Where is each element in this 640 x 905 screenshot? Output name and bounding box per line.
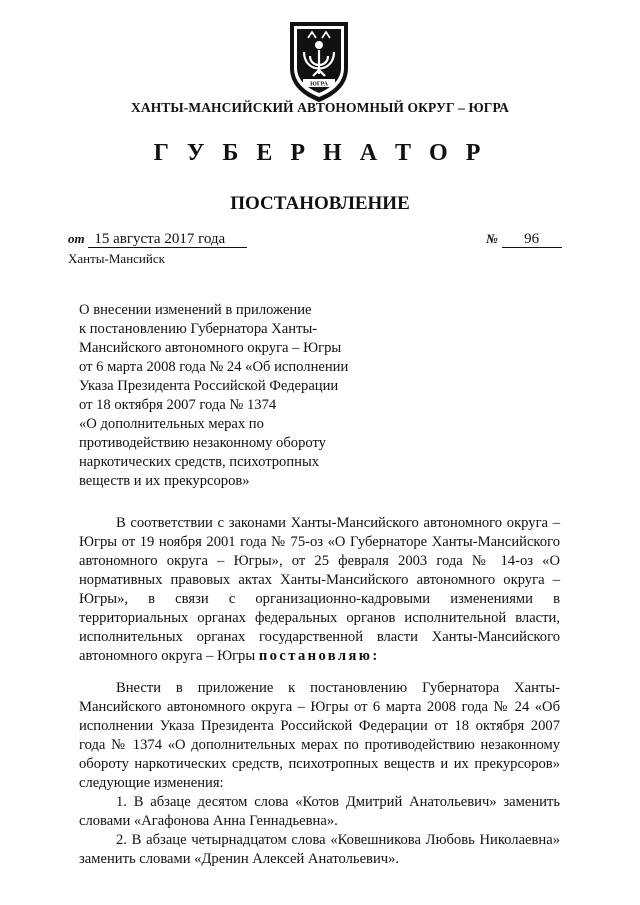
date-prefix: от [68, 231, 85, 246]
subject-line: к постановлению Губернатора Ханты- [79, 321, 318, 337]
amendment-paragraph: Внести в приложение к постановлению Губернатора Ханты-Мансийского автономного округа – Югры от 6 марта 2008 года № 24 «Об исполнении Указа Президента Российской Федерации от 18 октября 2007 года № 1374 «О дополнительных мерах по противодействию незаконному обороту наркотических средств, психотропных веществ и их прекурсоров» следующие изменения: [79, 680, 560, 791]
amendment-item-1: 1. В абзаце десятом слова «Котов Дмитрий Анатольевич» заменить словами «Агафонова Анна Геннадьевна». [79, 794, 560, 829]
region-heading: ХАНТЫ-МАНСИЙСКИЙ АВТОНОМНЫЙ ОКРУГ – ЮГРА [131, 100, 509, 115]
subject-line: противодействию незаконному обороту [79, 435, 326, 451]
subject-line: наркотических средств, психотропных [79, 454, 320, 470]
governor-title: Г У Б Е Р Н А Т О Р [153, 140, 487, 166]
document-subject [79, 301, 379, 491]
document-body [79, 514, 560, 869]
subject-line: О внесении изменений в приложение [79, 302, 312, 318]
date-line [68, 231, 247, 248]
subject-line: «О дополнительных мерах по [79, 416, 264, 432]
document-city: Ханты-Мансийск [68, 251, 165, 266]
subject-line: Указа Президента Российской Федерации [79, 378, 339, 394]
svg-text:ЮГРА: ЮГРА [310, 81, 328, 88]
document-date: 15 августа 2017 года [88, 231, 247, 248]
amendment-item-2: 2. В абзаце четырнадцатом слова «Ковешникова Любовь Николаевна» заменить словами «Дренин Алексей Анатольевич». [79, 832, 560, 867]
document-type-heading: ПОСТАНОВЛЕНИЕ [230, 193, 410, 214]
subject-line: веществ и их прекурсоров» [79, 473, 250, 489]
subject-line: от 18 октября 2007 года № 1374 [79, 397, 277, 413]
subject-line: Мансийского автономного округа – Югры [79, 340, 342, 356]
number-line [486, 231, 562, 248]
preamble-paragraph [79, 514, 560, 666]
document-number: 96 [502, 231, 562, 248]
preamble-text: В соответствии с законами Ханты-Мансийского автономного округа – Югры от 19 ноября 2001 года № 75-оз «О Губернаторе Ханты-Мансийского автономного округа – Югры», от 25 февраля 2003 года № 14-оз «О нормативных правовых актах Ханты-Мансийского автономного округа – Югры», в связи с организационно-кадровыми изменениями в территориальных органах федеральных органов исполнительной власти, исполнительных органах государственной власти Ханты-Мансийского автономного округа – Югры [79, 515, 560, 664]
subject-line: от 6 марта 2008 года № 24 «Об исполнении [79, 359, 349, 375]
number-prefix: № [486, 231, 498, 246]
decree-keyword: постановляю: [258, 648, 380, 664]
coat-of-arms-emblem [282, 18, 356, 104]
